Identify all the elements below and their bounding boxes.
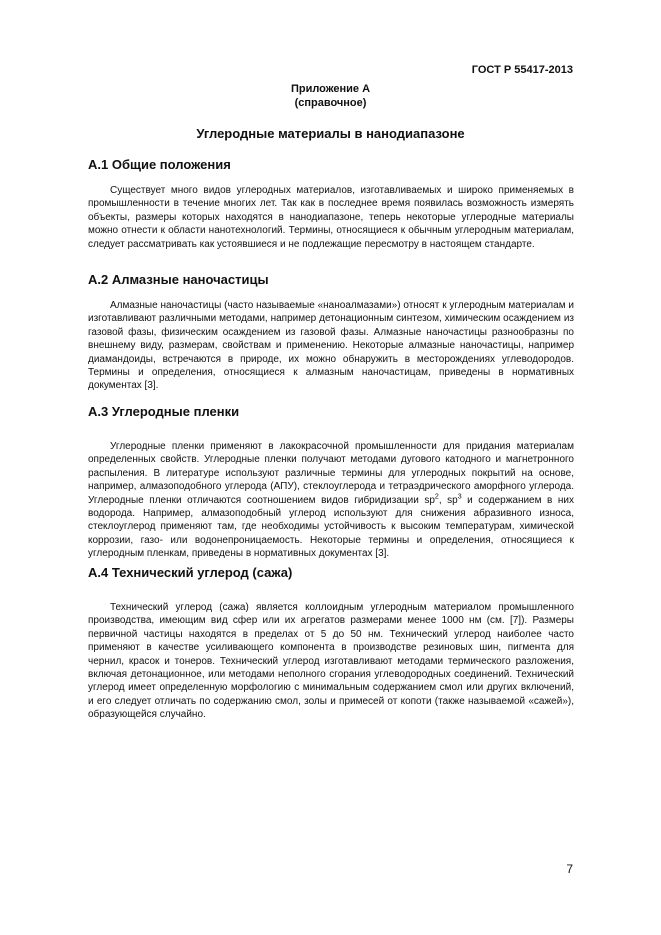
section-text-a1 bbox=[88, 184, 574, 251]
paragraph: Алмазные наночастицы (часто называемые «наноалмазами») относят к углеродным материалам и изготавливают различными методами, например детонационным синтезом, химическим осаждением из газовой фазы, физическим осаждением из газовой фазы. Алмазные наночастицы разнообразны по внешнему виду, размерам, свойствам и применению. Некоторые алмазные наночастицы, например диамандоиды, встречаются в природе, их можно обнаружить в месторождениях углеводородов. Термины и определения, относящиеся к алмазным наночастицам, приведены в нормативных документах [3]. bbox=[88, 300, 574, 392]
text-part: , sp bbox=[438, 494, 458, 506]
standard-number: ГОСТ Р 55417-2013 bbox=[471, 64, 573, 76]
superscript: 2 bbox=[434, 493, 439, 501]
superscript: 3 bbox=[457, 493, 462, 501]
section-heading-a4: А.4 Технический углерод (сажа) bbox=[88, 565, 293, 580]
annex-type: (справочное) bbox=[294, 97, 367, 109]
section-heading-a2: А.2 Алмазные наночастицы bbox=[88, 272, 269, 287]
section-heading-a1: А.1 Общие положения bbox=[88, 157, 231, 172]
section-text-a3 bbox=[88, 440, 574, 561]
paragraph: Существует много видов углеродных материалов, изготавливаемых и широко применяемых в промышленности в течение многих лет. Так как в последнее время появилась возможность измерять объекты, размеры которых находятся в нанодиапазоне, теперь некоторые углеродные материалы можно отнести к области нанотехнологий. Термины, относящиеся к обычным углеродным материалам, следует рассматривать как устоявшиеся и не подлежащие пересмотру в настоящем стандарте. bbox=[88, 185, 574, 250]
text-part: Углеродные пленки применяют в лакокрасочной промышленности для придания материалам определенных свойств. Углеродные пленки получают методами дугового катодного и магнетронного распыления. В литературе используют различные термины для углеродных покрытий на основе, например, алмазоподобного углерода (АПУ), стеклоуглерода и тетраэдрического аморфного углерода. Углеродные пленки отличаются соотношением видов гибридизации sp bbox=[88, 441, 574, 506]
document-title: Углеродные материалы в нанодиапазоне bbox=[196, 126, 465, 141]
annex-label: Приложение А bbox=[290, 83, 371, 95]
section-text-a4 bbox=[88, 601, 574, 722]
paragraph: Технический углерод (сажа) является коллоидным углеродным материалом промышленного производства, имеющим вид сфер или их агрегатов размерами менее 1000 нм (см. [7]). Размеры первичной частицы находятся в пределах от 5 до 50 нм. Технический углерод наиболее часто применяют в качестве усиливающего компонента в производстве резиновых шин, пигмента для чернил, красок и тонеров. Технический углерод изготавливают методами термического разложения, включая детонационное, или методами неполного сгорания углеводородных соединений. Технический углерод имеет определенную морфологию с минимальным содержанием смол или других включений, и его следует отличать по содержанию смол, золы и примесей от копоти (также называемой «сажей»), образующейся случайно. bbox=[88, 602, 574, 721]
paragraph bbox=[88, 440, 574, 561]
section-heading-a3: А.3 Углеродные пленки bbox=[88, 404, 240, 419]
annex-title bbox=[0, 82, 661, 110]
text-part: и содержанием в них водорода. Например, алмазоподобный углерод используют для снижения абразивного износа, стеклоуглерод применяют там, где необходимы устойчивость к высоким температурам, химической коррозии, газо- или водонепроницаемость. Некоторые термины и определения, относящиеся к углеродным пленкам, приведены в нормативных документах [3]. bbox=[88, 494, 574, 560]
section-text-a2 bbox=[88, 299, 574, 393]
page-number: 7 bbox=[566, 862, 573, 876]
